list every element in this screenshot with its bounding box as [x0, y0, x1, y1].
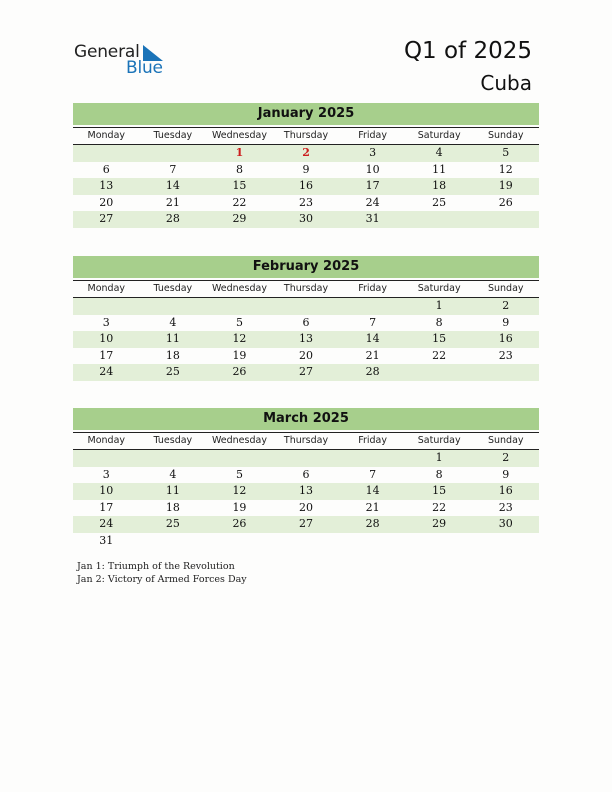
weekday-label: Monday [87, 435, 126, 446]
day-cell [206, 533, 273, 550]
brand-logo [74, 42, 174, 78]
day-cell: 21 [365, 348, 380, 362]
day-cell: 8 [435, 315, 443, 329]
day-cell: 6 [302, 467, 310, 481]
day-cell: 24 [99, 517, 114, 530]
day-cell: 9 [302, 162, 310, 176]
day-cell: 10 [99, 484, 114, 497]
week-row [73, 483, 539, 500]
day-cell: 7 [369, 315, 377, 329]
week-row [73, 533, 539, 550]
weekday-label: Wednesday [211, 130, 267, 141]
day-cell [140, 450, 207, 467]
day-cell: 26 [232, 365, 247, 378]
day-cell: 12 [232, 484, 247, 497]
day-cell: 19 [232, 500, 247, 514]
brand-word-general: General [74, 42, 140, 62]
month-calendar [73, 103, 539, 228]
week-row [73, 450, 539, 467]
weekday-label: Friday [358, 435, 387, 446]
day-cell: 10 [99, 332, 114, 345]
day-cell [339, 450, 406, 467]
day-cell: 2 [302, 146, 310, 159]
day-cell: 9 [502, 467, 510, 481]
day-cell [472, 533, 539, 550]
weekday-label: Tuesday [153, 283, 193, 294]
day-cell [273, 533, 340, 550]
month-calendar [73, 256, 539, 381]
week-row [73, 178, 539, 195]
week-row [73, 162, 539, 179]
day-cell [206, 450, 273, 467]
day-cell: 22 [432, 500, 447, 514]
day-cell: 12 [232, 332, 247, 345]
day-cell: 14 [165, 179, 180, 192]
month-title: January 2025 [73, 103, 539, 125]
day-cell: 25 [432, 195, 447, 209]
day-cell: 18 [165, 500, 180, 514]
day-cell [406, 364, 473, 381]
day-cell: 6 [302, 315, 310, 329]
day-cell: 16 [498, 332, 513, 345]
day-cell: 8 [435, 467, 443, 481]
weekday-label: Saturday [417, 435, 461, 446]
week-row [73, 145, 539, 162]
day-cell [73, 145, 140, 162]
day-cell: 1 [435, 299, 443, 312]
day-cell: 21 [365, 500, 380, 514]
holiday-notes [77, 560, 247, 586]
day-cell: 18 [432, 179, 447, 192]
day-cell: 28 [365, 365, 380, 378]
day-cell: 5 [235, 467, 243, 481]
day-cell: 27 [299, 517, 314, 530]
weekday-label: Saturday [417, 130, 461, 141]
day-cell [73, 298, 140, 315]
day-cell: 23 [498, 348, 513, 362]
day-cell [406, 211, 473, 228]
day-cell: 29 [232, 212, 247, 225]
weekday-label: Friday [358, 283, 387, 294]
day-cell [273, 450, 340, 467]
month-title: March 2025 [73, 408, 539, 430]
page-title: Q1 of 2025 [403, 38, 532, 64]
month-calendar [73, 408, 539, 549]
day-cell: 22 [232, 195, 247, 209]
day-cell: 16 [299, 179, 314, 192]
day-cell: 8 [235, 162, 243, 176]
day-cell: 13 [299, 332, 314, 345]
week-row [73, 211, 539, 228]
day-cell: 11 [432, 162, 447, 176]
day-cell: 26 [232, 517, 247, 530]
day-cell: 12 [498, 162, 513, 176]
day-cell: 17 [365, 179, 380, 192]
week-row [73, 516, 539, 533]
day-cell [339, 533, 406, 550]
day-cell: 3 [102, 467, 110, 481]
day-cell: 28 [165, 212, 180, 225]
weekday-label: Thursday [283, 283, 329, 294]
week-row [73, 467, 539, 484]
day-cell: 14 [365, 332, 380, 345]
week-row [73, 500, 539, 517]
country-name: Cuba [480, 71, 532, 95]
day-cell: 14 [365, 484, 380, 497]
day-cell: 29 [432, 517, 447, 530]
week-row [73, 331, 539, 348]
day-cell: 20 [299, 500, 314, 514]
month-title: February 2025 [73, 256, 539, 278]
day-cell [140, 145, 207, 162]
day-cell: 15 [432, 332, 447, 345]
day-cell: 28 [365, 517, 380, 530]
weekday-header-row [73, 280, 539, 298]
day-cell: 11 [165, 484, 180, 497]
day-cell: 5 [502, 146, 510, 159]
day-cell: 20 [299, 348, 314, 362]
day-cell: 23 [299, 195, 314, 209]
day-cell: 10 [365, 162, 380, 176]
day-cell: 25 [165, 365, 180, 378]
day-cell [73, 450, 140, 467]
day-cell: 1 [435, 451, 443, 464]
weekday-label: Thursday [283, 130, 329, 141]
day-cell: 17 [99, 348, 114, 362]
day-cell: 18 [165, 348, 180, 362]
day-cell: 3 [369, 146, 377, 159]
day-cell: 21 [165, 195, 180, 209]
day-cell: 1 [235, 146, 244, 159]
weekday-label: Wednesday [211, 435, 267, 446]
day-cell: 4 [169, 467, 177, 481]
day-cell: 19 [232, 348, 247, 362]
week-row [73, 298, 539, 315]
day-cell: 9 [502, 315, 510, 329]
week-row [73, 364, 539, 381]
day-cell: 26 [498, 195, 513, 209]
day-cell: 17 [99, 500, 114, 514]
weekday-label: Sunday [487, 130, 524, 141]
day-cell [206, 298, 273, 315]
day-cell: 24 [99, 365, 114, 378]
holiday-note: Jan 1: Triumph of the Revolution [77, 561, 235, 572]
day-cell: 16 [498, 484, 513, 497]
weekday-label: Monday [87, 130, 126, 141]
day-cell: 30 [498, 517, 513, 530]
day-cell: 2 [502, 451, 510, 464]
day-cell: 24 [365, 195, 380, 209]
weekday-label: Thursday [283, 435, 329, 446]
day-cell: 23 [498, 500, 513, 514]
day-cell: 19 [498, 179, 513, 192]
day-cell: 31 [99, 533, 114, 547]
weekday-header-row [73, 127, 539, 145]
day-cell [339, 298, 406, 315]
day-cell: 6 [102, 162, 110, 176]
weekday-label: Tuesday [153, 130, 193, 141]
day-cell: 7 [169, 162, 177, 176]
day-cell [472, 211, 539, 228]
weekday-label: Friday [358, 130, 387, 141]
day-cell [273, 298, 340, 315]
day-cell: 5 [235, 315, 243, 329]
weekday-label: Tuesday [153, 435, 193, 446]
day-cell: 11 [165, 332, 180, 345]
day-cell: 27 [299, 365, 314, 378]
day-cell: 13 [299, 484, 314, 497]
day-cell: 25 [165, 517, 180, 530]
day-cell: 13 [99, 179, 114, 192]
day-cell: 15 [432, 484, 447, 497]
weekday-header-row [73, 432, 539, 450]
day-cell: 31 [365, 212, 380, 225]
weekday-label: Monday [87, 283, 126, 294]
day-cell: 27 [99, 212, 114, 225]
day-cell: 22 [432, 348, 447, 362]
day-cell: 15 [232, 179, 247, 192]
day-cell: 20 [99, 195, 114, 209]
weekday-label: Sunday [487, 435, 524, 446]
week-row [73, 315, 539, 332]
day-cell: 4 [169, 315, 177, 329]
day-cell: 2 [502, 299, 510, 312]
weekday-label: Wednesday [211, 283, 267, 294]
day-cell: 3 [102, 315, 110, 329]
weekday-label: Saturday [417, 283, 461, 294]
day-cell: 7 [369, 467, 377, 481]
holiday-note: Jan 2: Victory of Armed Forces Day [77, 574, 247, 585]
day-cell [406, 533, 473, 550]
day-cell: 30 [299, 212, 314, 225]
brand-word-blue: Blue [126, 58, 163, 78]
week-row [73, 348, 539, 365]
week-row [73, 195, 539, 212]
day-cell [140, 298, 207, 315]
day-cell [472, 364, 539, 381]
weekday-label: Sunday [487, 283, 524, 294]
day-cell: 4 [435, 146, 443, 159]
day-cell [140, 533, 207, 550]
